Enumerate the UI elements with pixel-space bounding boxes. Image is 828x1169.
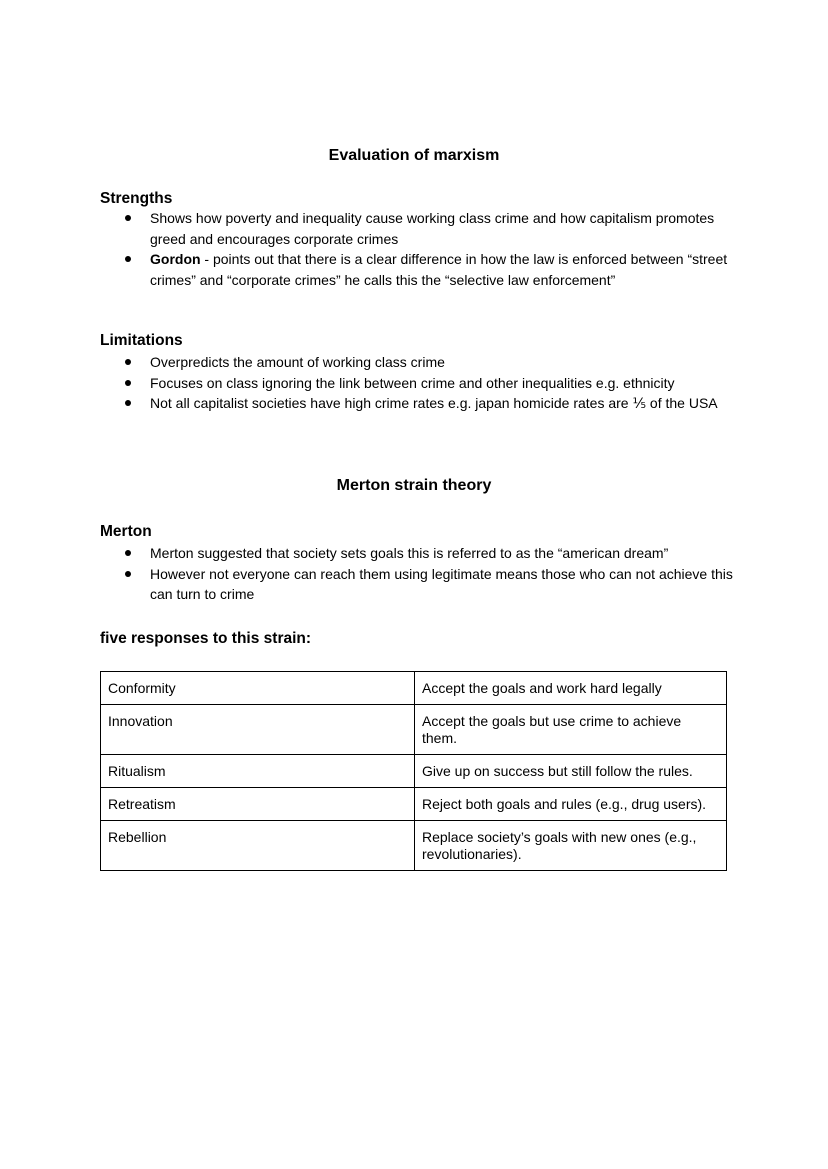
table-cell-response: Rebellion bbox=[101, 821, 415, 871]
bullet-icon bbox=[125, 550, 131, 556]
responses-heading: five responses to this strain: bbox=[100, 630, 312, 647]
page-title: Evaluation of marxism bbox=[328, 147, 500, 164]
list-item bbox=[100, 373, 740, 394]
table-cell-response: Ritualism bbox=[101, 755, 415, 788]
list-item-text: Focuses on class ignoring the link between crime and other inequalities e.g. ethnicity bbox=[150, 374, 675, 391]
section-title: Merton strain theory bbox=[336, 477, 492, 494]
list-item-bold-term: Gordon bbox=[150, 251, 201, 267]
table-cell-description: Accept the goals and work hard legally bbox=[415, 672, 727, 705]
strengths-heading: Strengths bbox=[100, 190, 173, 207]
bullet-icon bbox=[125, 359, 131, 365]
list-item-text: Shows how poverty and inequality cause working class crime and how capitalism promotes greed and encourages corporate crimes bbox=[150, 210, 715, 247]
table-cell-description: Replace society’s goals with new ones (e.g., revolutionaries). bbox=[415, 821, 727, 871]
list-item bbox=[100, 564, 740, 605]
table-cell-response: Conformity bbox=[101, 672, 415, 705]
table-row bbox=[101, 672, 727, 705]
table-cell-response: Innovation bbox=[101, 705, 415, 755]
list-item bbox=[100, 352, 740, 373]
bullet-icon bbox=[125, 215, 131, 221]
strain-responses-table bbox=[100, 671, 727, 871]
bullet-icon bbox=[125, 571, 131, 577]
list-item-text: Overpredicts the amount of working class crime bbox=[150, 354, 445, 370]
limitations-heading: Limitations bbox=[100, 332, 183, 349]
list-item bbox=[100, 208, 740, 249]
list-item-text: Merton suggested that society sets goals this is referred to as the “american dream” bbox=[150, 545, 669, 561]
strengths-list bbox=[100, 208, 740, 290]
merton-list bbox=[100, 543, 740, 605]
list-item bbox=[100, 249, 740, 290]
table-cell-description: Reject both goals and rules (e.g., drug users). bbox=[415, 788, 727, 821]
bullet-icon bbox=[125, 380, 131, 386]
bullet-icon bbox=[125, 400, 131, 406]
table-row bbox=[101, 705, 727, 755]
bullet-icon bbox=[125, 256, 131, 262]
table-row bbox=[101, 821, 727, 871]
table-cell-response: Retreatism bbox=[101, 788, 415, 821]
list-item bbox=[100, 393, 740, 414]
table-cell-description: Give up on success but still follow the rules. bbox=[415, 755, 727, 788]
list-item-text: However not everyone can reach them using legitimate means those who can not achieve this can turn to crime bbox=[150, 565, 733, 602]
merton-heading: Merton bbox=[100, 523, 152, 540]
list-item-text: - points out that there is a clear difference in how the law is enforced between “street crimes” and “corporate crimes” he calls this the “selective law enforcement” bbox=[150, 251, 728, 288]
table-cell-description: Accept the goals but use crime to achieve them. bbox=[415, 705, 727, 755]
table-row bbox=[101, 755, 727, 788]
limitations-list bbox=[100, 352, 740, 414]
list-item-text: Not all capitalist societies have high crime rates e.g. japan homicide rates are ⅕ of the USA bbox=[150, 395, 718, 411]
table-row bbox=[101, 788, 727, 821]
list-item bbox=[100, 543, 740, 564]
